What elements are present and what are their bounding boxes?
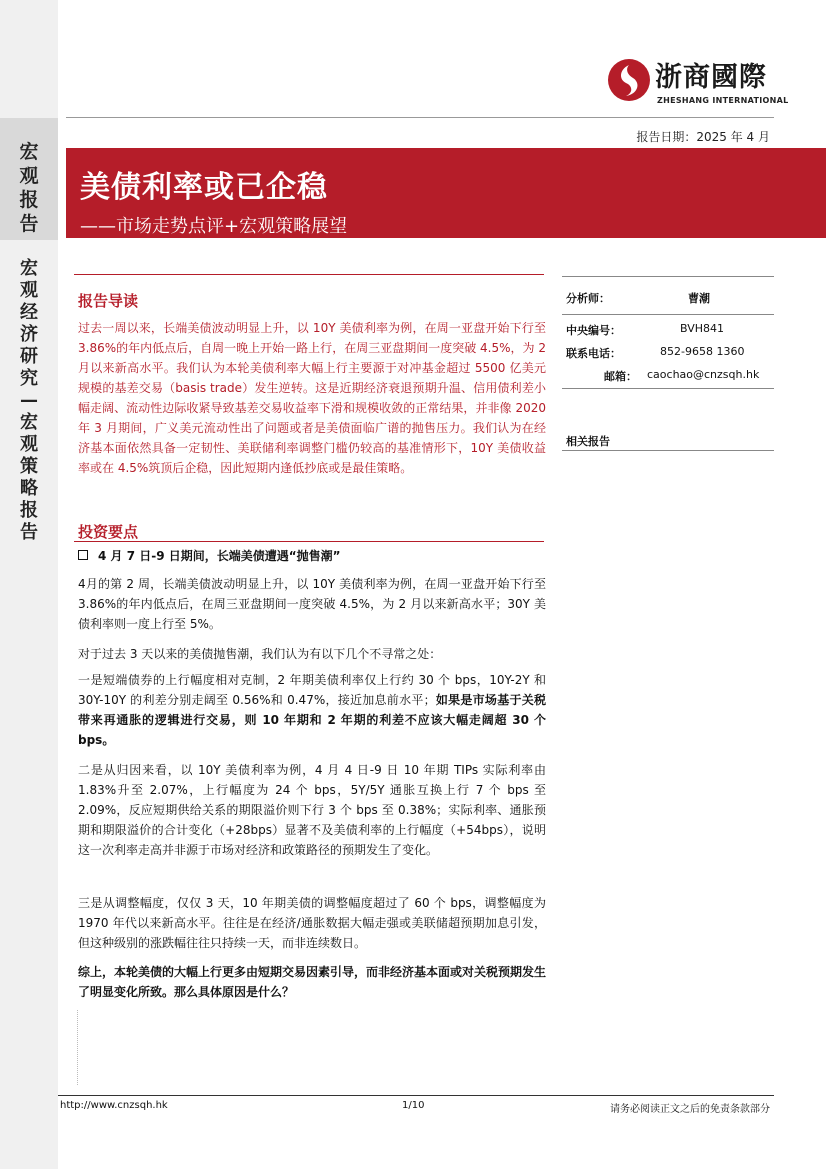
id-label: 中央编号：: [566, 324, 621, 337]
phone-value: 852-9658 1360: [660, 345, 745, 358]
points-bullet-text: 4 月 7 日-9 日期间，长端美债遭遇“抛售潮”: [98, 549, 341, 563]
id-value: BVH841: [680, 322, 724, 335]
company-logo-icon: [606, 57, 652, 103]
analyst-panel-bottom-rule: [562, 388, 774, 389]
logo-chinese-name: 浙商國際: [655, 62, 767, 93]
points-paragraph-3: [78, 670, 546, 750]
points-paragraph-3-normal: 一是短端债券的上行幅度相对克制，2 年期美债利率仅上行约 30 个 bps，10Y-2Y 和 30Y-10Y 的利差分别走阔至 0.56%和 0.47%，接近加息前水平；: [78, 673, 546, 707]
report-date: 报告日期：2025 年 4 月: [636, 130, 770, 144]
analyst-label: 分析师：: [566, 292, 610, 305]
points-summary: 综上，本轮美债的大幅上行更多由短期交易因素引导，而非经济基本面或对关税预期发生了明显变化所致。那么具体原因是什么？: [78, 965, 547, 999]
points-paragraph-1: 4月的第 2 周，长端美债波动明显上升，以 10Y 美债利率为例，在周一亚盘开始下行至 3.86%的年内低点后，在周三亚盘期间一度突破 4.5%，为 2 月以来新高水平；30Y 美债利率则一度上行至 5%。: [78, 577, 546, 631]
related-reports-label: 相关报告: [566, 435, 610, 448]
decorative-dotted-line: [77, 1010, 79, 1085]
intro-paragraph: 过去一周以来，长端美债波动明显上升，以 10Y 美债利率为例，在周一亚盘开始下行至 3.86%的年内低点后，自周一晚上开始一路上行，在周三亚盘期间一度突破 4.5%，为 2 月以来新高水平。我们认为本轮美债利率大幅上行主要源于对冲基金超过 5500 亿美元规模的基差交易（basis trade）发生逆转。这是近期经济衰退预期升温、信用债利差小幅走阔、流动性边际收紧导致基差交易收益率下滑和规模收敛的正常结果，并非像 2020 年 3 月期间，广义美元流动性出了问题或者是美债面临广谱的抛售压力。我们认为在经济基本面依然具备一定韧性、美联储利率调整门槛仍较高的基准情形下，10Y 美债收益率或在 4.5%筑顶后企稳，因此短期内逢低抄底或是最佳策略。: [78, 321, 546, 475]
points-rule: [74, 541, 544, 542]
footer-url[interactable]: http://www.cnzsqh.hk: [60, 1100, 168, 1111]
report-series-vertical: 宏 观 经 济 研 究 — 宏 观 策 略 报 告: [20, 258, 38, 543]
points-paragraph-2: 对于过去 3 天以来的美债抛售潮，我们认为有以下几个不寻常之处：: [78, 647, 442, 661]
intro-heading: 报告导读: [78, 292, 139, 310]
analyst-panel-top-rule: [562, 276, 774, 277]
points-paragraph-3-bold: 如果是市场基于关税带来再通胀的逻辑进行交易，则 10 年期和 2 年期的利差不应该大幅走阔超 30 个 bps。: [78, 693, 546, 747]
points-paragraph-5: 三是从调整幅度，仅仅 3 天，10 年期美债的调整幅度超过了 60 个 bps，调整幅度为 1970 年代以来新高水平。往往是在经济/通胀数据大幅走强或美联储超预期加息引发，但这种级别的涨跌幅往往只持续一天，而非连续数日。: [78, 896, 546, 950]
footer-disclaimer: 请务必阅读正文之后的免责条款部分: [610, 1104, 770, 1115]
header-rule: [66, 117, 774, 118]
points-heading: 投资要点: [78, 523, 139, 541]
report-category-vertical: 宏 观 报 告: [19, 141, 39, 235]
analyst-name: 曹潮: [688, 292, 710, 305]
points-bullet: [78, 547, 341, 564]
related-reports-rule: [562, 450, 774, 451]
points-paragraph-4: 二是从归因来看，以 10Y 美债利率为例，4 月 4 日-9 日 10 年期 TIPs 实际利率由 1.83%升至 2.07%，上行幅度为 24 个 bps，5Y/5Y 通胀互换上行 7 个 bps 至 2.09%，反应短期供给关系的期限溢价则下行 3 个 bps 至 0.38%；实际利率、通胀预期和期限溢价的合计变化（+28bps）显著不及美债利率的上行幅度（+54bps），说明这一次利率走高并非源于市场对经济和政策路径的预期发生了变化。: [78, 763, 546, 857]
footer-page-number: 1/10: [402, 1100, 425, 1111]
report-subtitle: ——市场走势点评+宏观策略展望: [80, 216, 348, 237]
email-label: 邮箱：: [604, 370, 637, 383]
footer-rule: [58, 1095, 774, 1096]
email-link[interactable]: caochao@cnzsqh.hk: [647, 368, 760, 381]
report-title: 美债利率或已企稳: [80, 170, 328, 205]
intro-top-rule: [74, 274, 544, 275]
phone-label: 联系电话：: [566, 347, 621, 360]
analyst-panel-rule: [562, 314, 774, 315]
checkbox-bullet-icon: [78, 550, 88, 560]
logo-english-name: ZHESHANG INTERNATIONAL: [657, 96, 789, 105]
